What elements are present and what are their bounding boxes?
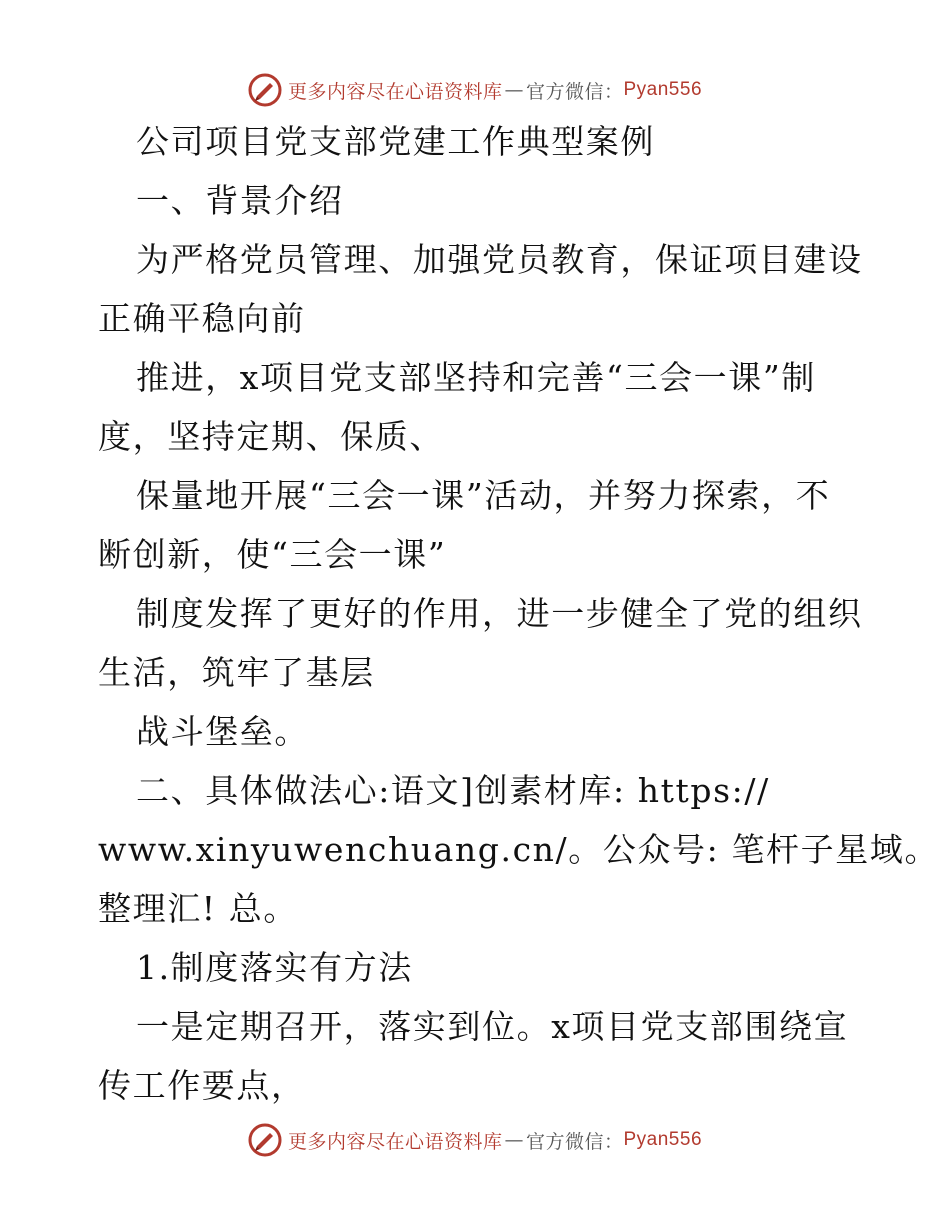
paragraph-line: 战斗堡垒。 <box>136 712 309 751</box>
paragraph-line: 生活，筑牢了基层 <box>98 653 375 692</box>
paragraph-line: 为严格党员管理、加强党员教育，保证项目建设 <box>136 240 863 279</box>
paragraph-line: 整理汇! 总。 <box>98 889 298 928</box>
banner-account: Pyan556 <box>623 1129 703 1150</box>
paragraph-line: 度，坚持定期、保质、 <box>98 417 444 456</box>
paragraph-line: 推进，x项目党支部坚持和完善“三会一课”制 <box>136 358 816 397</box>
section-heading: 二、具体做法心:语文]创素材库: https:// <box>136 771 770 810</box>
banner-official-label: 官方微信： <box>525 1130 624 1153</box>
header-banner <box>0 70 950 110</box>
paragraph-line: 传工作要点， <box>98 1066 306 1105</box>
paragraph-line: 一是定期召开，落实到位。x项目党支部围绕宣 <box>136 1007 849 1046</box>
banner-separator: — <box>504 79 524 101</box>
paragraph-line: 正确平稳向前 <box>98 299 306 338</box>
paragraph-line: www.xinyuwenchuang.cn/。公众号: 笔杆子星域。 <box>98 830 940 869</box>
banner-separator: — <box>504 1129 524 1151</box>
document-title: 公司项目党支部党建工作典型案例 <box>136 122 655 161</box>
paragraph-line: 保量地开展“三会一课”活动，并努力探索，不 <box>136 476 831 515</box>
logo-icon <box>248 73 282 107</box>
paragraph-line: 制度发挥了更好的作用，进一步健全了党的组织 <box>136 594 863 633</box>
banner-text: 更多内容尽在心语资料库 <box>287 1130 503 1153</box>
banner-text: 更多内容尽在心语资料库 <box>287 80 503 103</box>
section-heading: 一、背景介绍 <box>136 181 344 220</box>
paragraph-line: 断创新，使“三会一课” <box>98 535 447 574</box>
banner-official-label: 官方微信： <box>525 80 624 103</box>
footer-banner <box>0 1120 950 1160</box>
banner-account: Pyan556 <box>623 79 703 100</box>
logo-icon <box>248 1123 282 1157</box>
subsection-heading: 1.制度落实有方法 <box>136 948 413 987</box>
